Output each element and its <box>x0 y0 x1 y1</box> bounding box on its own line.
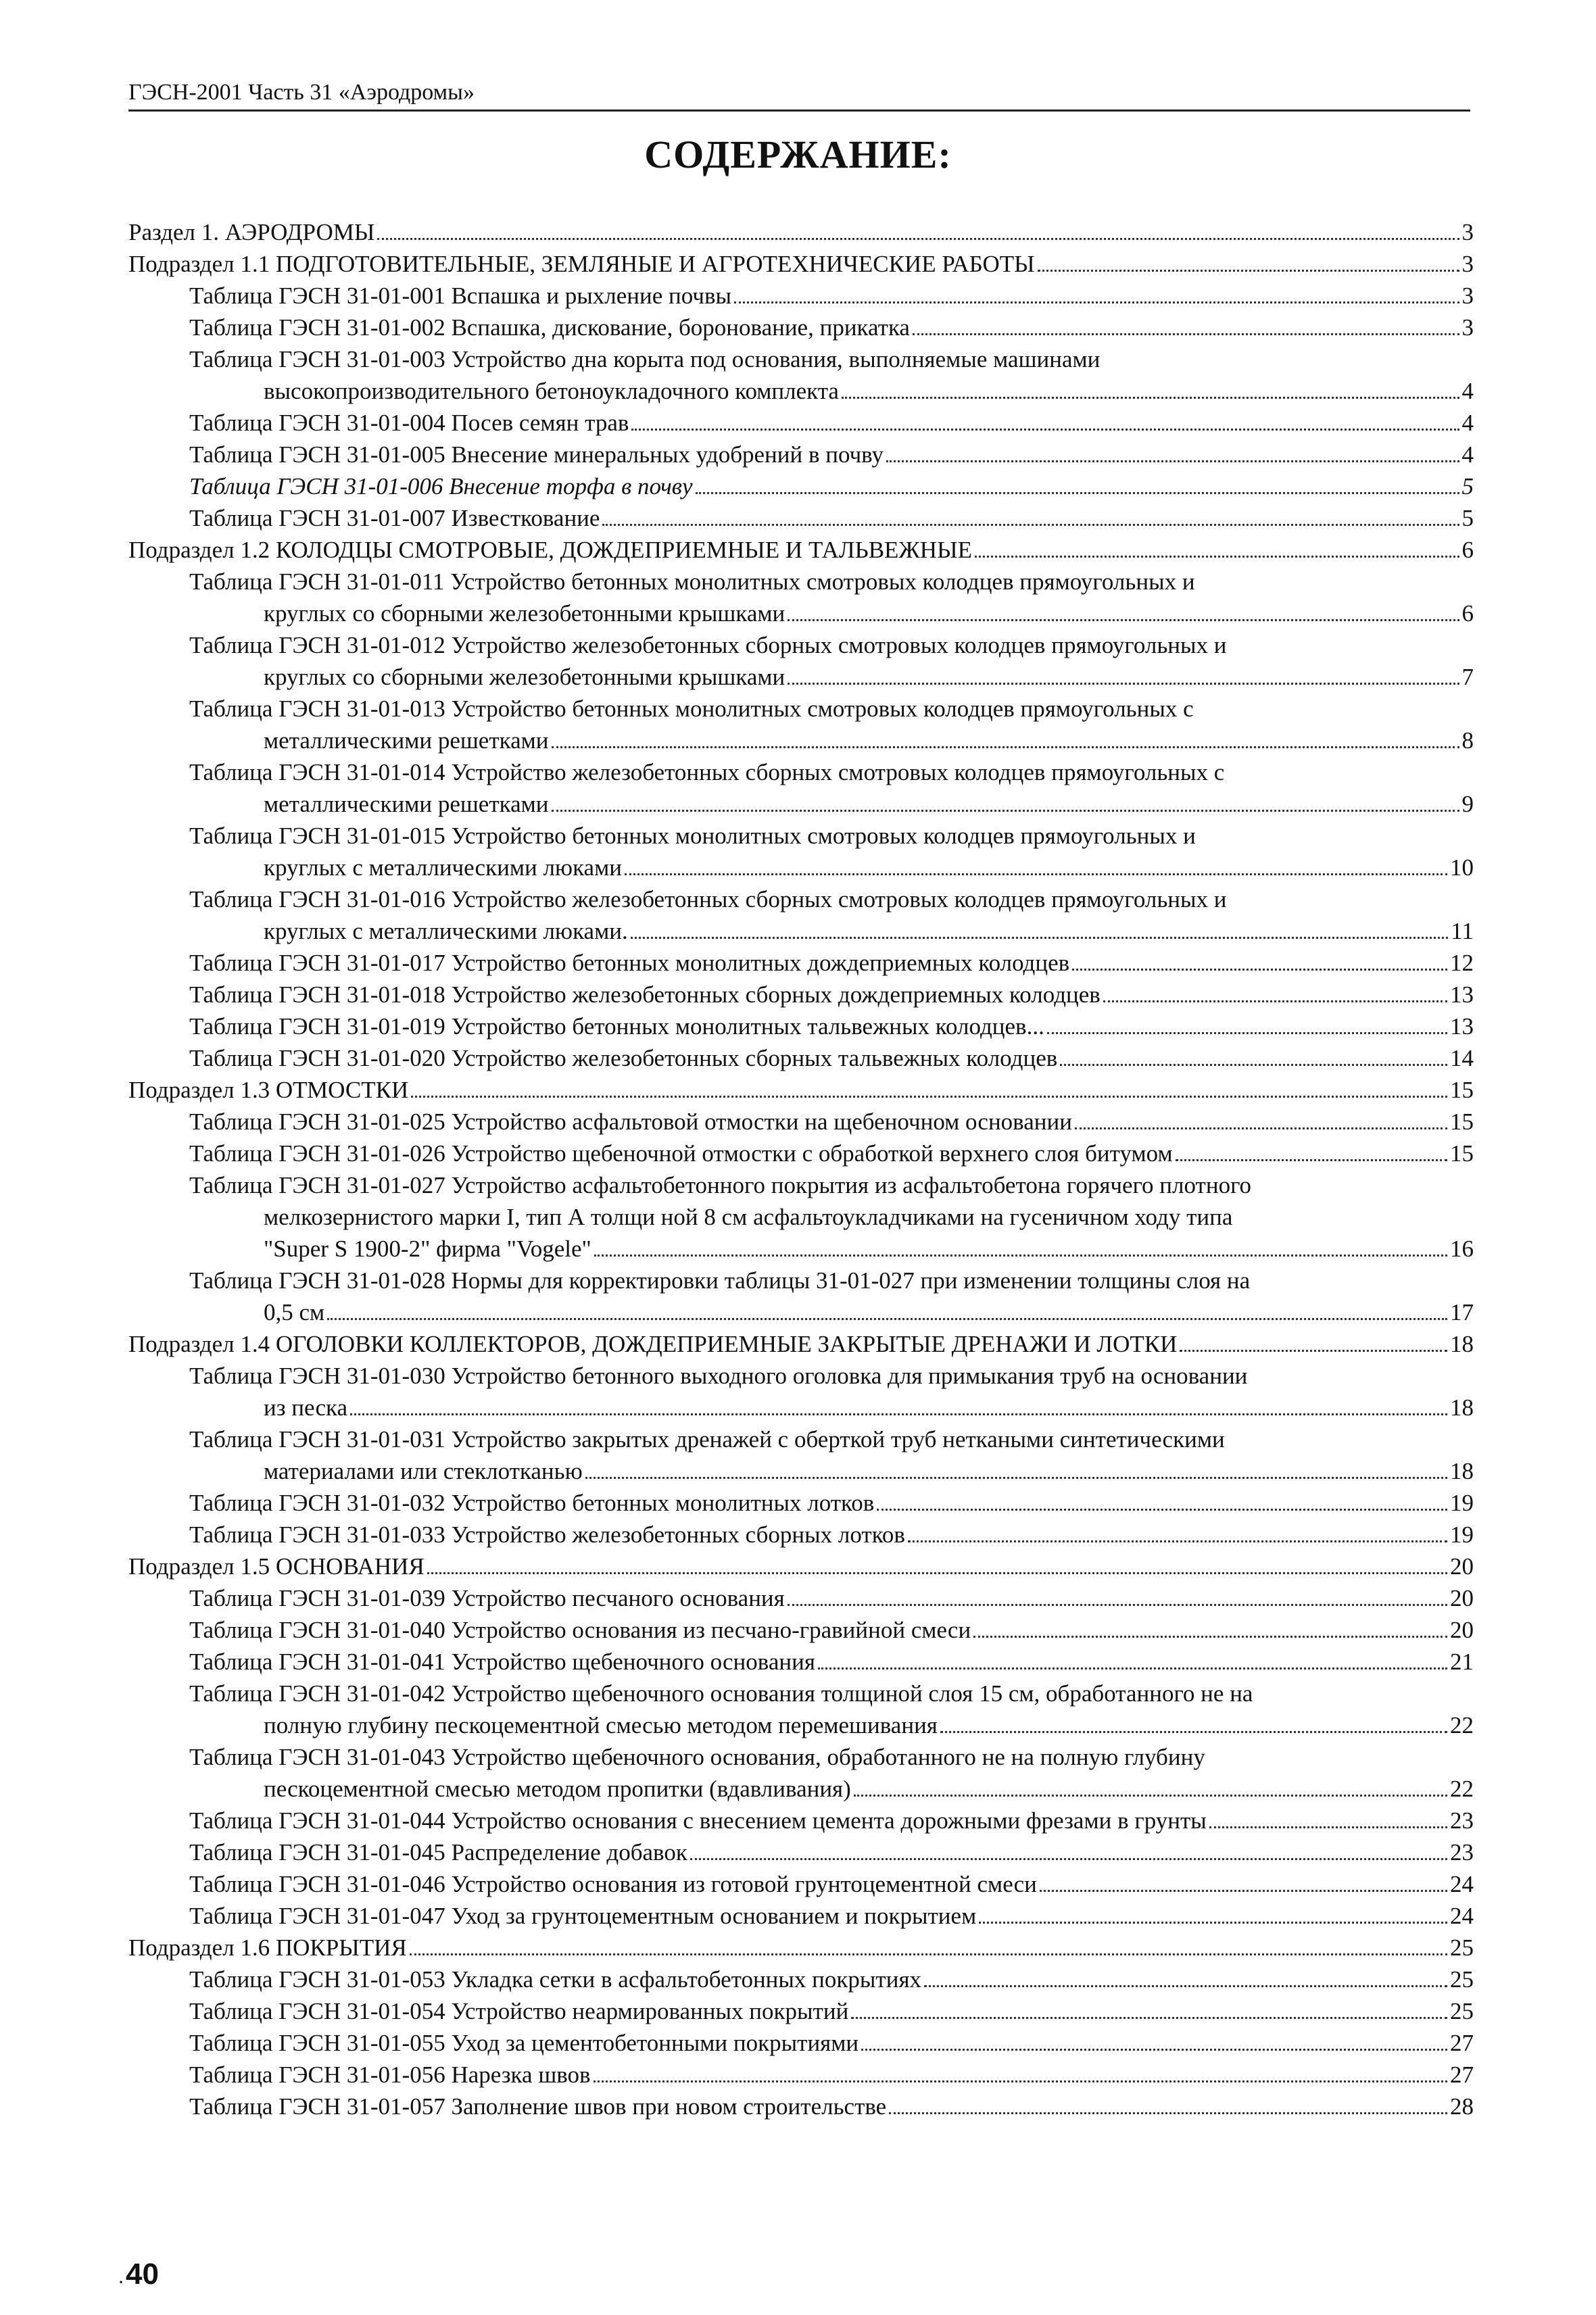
leader-dots <box>1060 1064 1447 1066</box>
toc-page-number: 25 <box>1450 1934 1474 1961</box>
toc-table-entry <box>128 1614 1474 1646</box>
toc-entry-text: из песка <box>264 1394 347 1421</box>
leader-dots <box>854 1795 1447 1797</box>
toc-page-number: 9 <box>1461 791 1474 817</box>
toc-page-number: 6 <box>1461 600 1474 627</box>
toc-entry-text: материалами или стеклотканью <box>264 1458 583 1484</box>
toc-table-entry <box>128 947 1474 979</box>
toc-table-entry <box>128 629 1474 661</box>
toc-page-number: 21 <box>1450 1649 1474 1675</box>
toc-entry-text: Подраздел 1.1 ПОДГОТОВИТЕЛЬНЫЕ, ЗЕМЛЯНЫЕ И АГРОТЕХНИЧЕСКИЕ РАБОТЫ <box>128 251 1035 277</box>
toc-page-number: 15 <box>1450 1140 1474 1167</box>
leader-dots <box>1209 1826 1447 1828</box>
toc-entry-text: Таблица ГЭСН 31-01-019 Устройство бетонных монолитных тальвежных колодцев... <box>189 1013 1044 1040</box>
toc-entry-text: 0,5 см <box>264 1299 325 1325</box>
toc-table-entry <box>128 343 1474 375</box>
toc-table-entry <box>128 2091 1474 2122</box>
toc-subsection-entry <box>128 534 1474 566</box>
toc-entry-continuation <box>128 852 1474 883</box>
toc-page-number: 4 <box>1461 410 1474 436</box>
toc-entry-text: Подраздел 1.2 КОЛОДЦЫ СМОТРОВЫЕ, ДОЖДЕПРИЕМНЫЕ И ТАЛЬВЕЖНЫЕ <box>128 537 972 563</box>
toc-table-entry <box>128 312 1474 343</box>
toc-page-number: 5 <box>1461 473 1474 499</box>
leader-dots <box>690 1858 1447 1860</box>
toc-entry-text: высокопроизводительного бетоноукладочного комплекта <box>264 378 839 404</box>
leader-dots <box>594 1254 1447 1257</box>
toc-entry-text: Таблица ГЭСН 31-01-043 Устройство щебеночного основания, обработанного не на полную глубину <box>189 1744 1205 1770</box>
leader-dots <box>427 1572 1447 1574</box>
toc-table-entry <box>128 439 1474 470</box>
toc-page-number: 4 <box>1461 441 1474 468</box>
toc-entry-text: Таблица ГЭСН 31-01-040 Устройство основания из песчано-гравийной смеси <box>189 1617 971 1643</box>
toc-page-number: 12 <box>1450 950 1474 976</box>
toc-entry-continuation <box>128 598 1474 629</box>
toc-page-number: 11 <box>1451 918 1474 944</box>
leader-dots <box>877 1509 1447 1511</box>
toc-table-entry <box>128 502 1474 534</box>
toc-entry-text: Таблица ГЭСН 31-01-054 Устройство неармированных покрытий <box>189 1998 849 2024</box>
toc-entry-text: Таблица ГЭСН 31-01-053 Укладка сетки в асфальтобетонных покрытиях <box>189 1966 922 1993</box>
toc-page-number: 8 <box>1461 727 1474 754</box>
leader-dots <box>979 1922 1447 1924</box>
toc-subsection-entry <box>128 248 1474 280</box>
toc-entry-continuation <box>128 788 1474 820</box>
toc-entry-text: Таблица ГЭСН 31-01-027 Устройство асфальтобетонного покрытия из асфальтобетона горячего плотного <box>189 1172 1252 1198</box>
leader-dots <box>1040 1890 1447 1892</box>
toc-table-entry <box>128 1995 1474 2027</box>
toc-entry-text: Таблица ГЭСН 31-01-020 Устройство железобетонных сборных тальвежных колодцев <box>189 1045 1058 1071</box>
toc-table-entry <box>128 1423 1474 1455</box>
toc-entry-text: Таблица ГЭСН 31-01-025 Устройство асфальтовой отмостки на щебеночном основании <box>189 1108 1072 1135</box>
leader-dots <box>734 301 1459 303</box>
toc-entry-text: Подраздел 1.6 ПОКРЫТИЯ <box>128 1934 407 1961</box>
leader-dots <box>788 683 1459 685</box>
toc-subsection-entry <box>128 1328 1474 1360</box>
toc-table-entry <box>128 1106 1474 1138</box>
toc-entry-text: Таблица ГЭСН 31-01-044 Устройство основания с внесением цемента дорожными фрезами в грунты <box>189 1807 1207 1834</box>
leader-dots <box>1072 969 1447 971</box>
toc-page-number: 15 <box>1450 1108 1474 1135</box>
toc-entry-text: Таблица ГЭСН 31-01-026 Устройство щебеночной отмостки с обработкой верхнего слоя битумом <box>189 1140 1173 1167</box>
toc-table-entry <box>128 2027 1474 2059</box>
leader-dots <box>411 1096 1447 1098</box>
toc-entry-text: Таблица ГЭСН 31-01-002 Вспашка, дискование, боронование, прикатка <box>189 314 910 341</box>
toc-entry-text: полную глубину пескоцементной смесью методом перемешивания <box>264 1712 938 1738</box>
toc-table-entry <box>128 1900 1474 1932</box>
toc-entry-text: Таблица ГЭСН 31-01-031 Устройство закрытых дренажей с оберткой труб неткаными синтетическими <box>189 1426 1225 1453</box>
leader-dots <box>908 1540 1447 1542</box>
leader-dots <box>924 1985 1447 1987</box>
toc-table-entry <box>128 1265 1474 1296</box>
toc-page-number: 14 <box>1450 1045 1474 1071</box>
toc-entry-continuation <box>128 725 1474 756</box>
leader-dots <box>842 397 1459 399</box>
toc-table-entry <box>128 1805 1474 1836</box>
toc-entry-text: Таблица ГЭСН 31-01-045 Распределение добавок <box>189 1839 687 1866</box>
leader-dots <box>851 2017 1447 2019</box>
toc-page-number: 19 <box>1450 1521 1474 1548</box>
leader-dots <box>631 937 1449 939</box>
toc-entry-continuation <box>128 915 1474 947</box>
toc-table-entry <box>128 1169 1474 1201</box>
leader-dots <box>788 619 1459 621</box>
toc-entry-text: Таблица ГЭСН 31-01-028 Нормы для корректировки таблицы 31-01-027 при изменении толщины слоя на <box>189 1267 1251 1294</box>
leader-dots <box>327 1318 1447 1320</box>
toc-entry-text: Таблица ГЭСН 31-01-018 Устройство железобетонных сборных дождеприемных колодцев <box>189 981 1101 1008</box>
toc-page-number: 23 <box>1450 1839 1474 1866</box>
leader-dots <box>552 746 1459 748</box>
leader-dots <box>585 1477 1447 1479</box>
page-title: СОДЕРЖАНИЕ: <box>644 132 952 176</box>
toc-page-number: 3 <box>1461 314 1474 341</box>
toc-entry-text: Раздел 1. АЭРОДРОМЫ <box>128 219 375 245</box>
toc-entry-continuation <box>128 1773 1474 1805</box>
toc-entry-text: Таблица ГЭСН 31-01-005 Внесение минеральных удобрений в почву <box>189 441 884 468</box>
toc-entry-continuation <box>128 661 1474 693</box>
leader-dots <box>602 524 1459 526</box>
toc-page-number: 16 <box>1450 1236 1474 1262</box>
toc-page-number: 19 <box>1450 1490 1474 1516</box>
toc-entry-text: Таблица ГЭСН 31-01-012 Устройство железобетонных сборных смотровых колодцев прямоугольных и <box>189 632 1227 658</box>
toc-table-entry <box>128 1741 1474 1773</box>
leader-dots <box>861 2049 1447 2051</box>
toc-table-entry <box>128 470 1474 502</box>
leader-dots <box>788 1604 1447 1606</box>
toc-table-entry <box>128 280 1474 312</box>
toc-page-number: 3 <box>1461 283 1474 309</box>
toc-page-number: 13 <box>1450 1013 1474 1040</box>
toc-page-number: 27 <box>1450 2030 1474 2056</box>
toc-entry-text: Таблица ГЭСН 31-01-041 Устройство щебеночного основания <box>189 1649 815 1675</box>
toc-entry-text: Таблица ГЭСН 31-01-014 Устройство железобетонных сборных смотровых колодцев прямоугольных с <box>189 759 1225 785</box>
toc-table-entry <box>128 756 1474 788</box>
leader-dots <box>818 1667 1447 1670</box>
toc-page-number: 15 <box>1450 1077 1474 1103</box>
toc-entry-text: Таблица ГЭСН 31-01-006 Внесение торфа в почву <box>189 473 693 499</box>
toc-table-entry <box>128 566 1474 598</box>
toc-page-number: 22 <box>1450 1712 1474 1738</box>
toc-entry-text: Таблица ГЭСН 31-01-056 Нарезка швов <box>189 2062 591 2088</box>
toc-page-number: 22 <box>1450 1776 1474 1802</box>
toc-page-number: 24 <box>1450 1871 1474 1897</box>
toc-entry-text: Таблица ГЭСН 31-01-003 Устройство дна корыта под основания, выполняемые машинами <box>189 346 1101 372</box>
running-header: ГЭСН-2001 Часть 31 «Аэродромы» <box>128 80 1470 112</box>
toc-page-number: 20 <box>1450 1585 1474 1611</box>
toc-entry-text: Таблица ГЭСН 31-01-011 Устройство бетонных монолитных смотровых колодцев прямоугольных и <box>189 568 1195 595</box>
toc-entry-text: металлическими решетками <box>264 727 549 754</box>
toc-entry-text: Таблица ГЭСН 31-01-039 Устройство песчаного основания <box>189 1585 785 1611</box>
toc-table-entry <box>128 1010 1474 1042</box>
toc-page-number: 17 <box>1450 1299 1474 1325</box>
toc-page-number: 18 <box>1450 1331 1474 1357</box>
toc-table-entry <box>128 1678 1474 1709</box>
leader-dots <box>552 810 1459 812</box>
toc-page-number: 28 <box>1450 2093 1474 2120</box>
toc-entry-text: Таблица ГЭСН 31-01-013 Устройство бетонных монолитных смотровых колодцев прямоугольных с <box>189 696 1194 722</box>
toc-table-entry <box>128 693 1474 725</box>
toc-page-number: 13 <box>1450 981 1474 1008</box>
toc-table-entry <box>128 883 1474 915</box>
toc-table-entry <box>128 2059 1474 2091</box>
leader-dots <box>1180 1350 1447 1352</box>
toc-table-entry <box>128 820 1474 852</box>
leader-dots <box>1075 1127 1447 1129</box>
toc-section-entry <box>128 216 1474 248</box>
page-number: 40 <box>126 2258 159 2291</box>
toc-entry-text: Таблица ГЭСН 31-01-057 Заполнение швов при новом строительстве <box>189 2093 887 2120</box>
toc-entry-text: "Super S 1900-2" фирма "Vogele" <box>264 1236 591 1262</box>
toc-entry-text: Таблица ГЭСН 31-01-033 Устройство железобетонных сборных лотков <box>189 1521 905 1548</box>
toc-page-number: 7 <box>1461 664 1474 690</box>
toc-entry-text: Подраздел 1.5 ОСНОВАНИЯ <box>128 1553 425 1580</box>
toc-entry-text: Таблица ГЭСН 31-01-015 Устройство бетонных монолитных смотровых колодцев прямоугольных и <box>189 823 1196 849</box>
leader-dots <box>594 2080 1447 2082</box>
leader-dots <box>973 1636 1447 1638</box>
leader-dots <box>889 2112 1447 2114</box>
toc-entry-text: Таблица ГЭСН 31-01-004 Посев семян трав <box>189 410 629 436</box>
toc-entry-continuation <box>128 1455 1474 1487</box>
toc-entry-text: Таблица ГЭСН 31-01-007 Известкование <box>189 505 600 531</box>
toc-page-number: 20 <box>1450 1553 1474 1580</box>
toc-table-entry <box>128 979 1474 1010</box>
toc-entry-text: круглых со сборными железобетонными крышками <box>264 600 785 627</box>
toc-page-number: 20 <box>1450 1617 1474 1643</box>
toc-table-entry <box>128 1964 1474 1995</box>
toc-page-number: 10 <box>1450 854 1474 881</box>
leader-dots <box>940 1731 1447 1733</box>
leader-dots <box>1038 270 1459 272</box>
leader-dots <box>975 556 1459 558</box>
leader-dots <box>377 238 1459 240</box>
toc-page-number: 23 <box>1450 1807 1474 1834</box>
leader-dots <box>1176 1159 1447 1161</box>
toc-table-entry <box>128 1138 1474 1169</box>
toc-entry-text: металлическими решетками <box>264 791 549 817</box>
table-of-contents <box>128 216 1474 2122</box>
toc-entry-continuation <box>128 1296 1474 1328</box>
toc-entry-continuation <box>128 1233 1474 1265</box>
toc-entry-continuation <box>128 1201 1474 1233</box>
toc-entry-text: мелкозернистого марки I, тип А толщи ной 8 см асфальтоукладчиками на гусеничном ходу типа <box>264 1204 1233 1230</box>
toc-page-number: 18 <box>1450 1394 1474 1421</box>
toc-subsection-entry <box>128 1551 1474 1582</box>
toc-entry-continuation <box>128 1709 1474 1741</box>
toc-entry-text: Таблица ГЭСН 31-01-032 Устройство бетонных монолитных лотков <box>189 1490 875 1516</box>
toc-entry-text: Таблица ГЭСН 31-01-042 Устройство щебеночного основания толщиной слоя 15 см, обработанного не на <box>189 1680 1253 1707</box>
toc-entry-text: Таблица ГЭСН 31-01-046 Устройство основания из готовой грунтоцементной смеси <box>189 1871 1037 1897</box>
toc-page-number: 4 <box>1461 378 1474 404</box>
toc-entry-text: Подраздел 1.4 ОГОЛОВКИ КОЛЛЕКТОРОВ, ДОЖДЕПРИЕМНЫЕ ЗАКРЫТЫЕ ДРЕНАЖИ И ЛОТКИ <box>128 1331 1178 1357</box>
toc-page-number: 24 <box>1450 1903 1474 1929</box>
toc-table-entry <box>128 1487 1474 1519</box>
leader-dots <box>350 1413 1447 1415</box>
leader-dots <box>913 333 1459 335</box>
toc-entry-text: Таблица ГЭСН 31-01-017 Устройство бетонных монолитных дождеприемных колодцев <box>189 950 1070 976</box>
leader-dots <box>625 873 1447 875</box>
toc-table-entry <box>128 1582 1474 1614</box>
toc-subsection-entry <box>128 1074 1474 1106</box>
toc-entry-text: Таблица ГЭСН 31-01-047 Уход за грунтоцементным основанием и покрытием <box>189 1903 977 1929</box>
toc-entry-text: круглых со сборными железобетонными крышками <box>264 664 785 690</box>
leader-dots <box>1103 1000 1447 1002</box>
margin-mark: · <box>118 2271 124 2293</box>
leader-dots <box>886 460 1459 462</box>
toc-table-entry <box>128 1868 1474 1900</box>
toc-page-number: 3 <box>1461 219 1474 245</box>
leader-dots <box>410 1953 1447 1955</box>
toc-table-entry <box>128 1042 1474 1074</box>
toc-entry-text: Таблица ГЭСН 31-01-055 Уход за цементобетонными покрытиями <box>189 2030 859 2056</box>
toc-page-number: 6 <box>1461 537 1474 563</box>
toc-page-number: 25 <box>1450 1998 1474 2024</box>
leader-dots <box>1047 1032 1447 1034</box>
toc-table-entry <box>128 407 1474 439</box>
toc-subsection-entry <box>128 1932 1474 1964</box>
toc-table-entry <box>128 1360 1474 1392</box>
toc-page-number: 3 <box>1461 251 1474 277</box>
toc-entry-text: пескоцементной смесью методом пропитки (вдавливания) <box>264 1776 851 1802</box>
leader-dots <box>631 429 1459 431</box>
toc-entry-text: Таблица ГЭСН 31-01-030 Устройство бетонного выходного оголовка для примыкания труб на основании <box>189 1363 1248 1389</box>
toc-entry-text: Подраздел 1.3 ОТМОСТКИ <box>128 1077 409 1103</box>
toc-page-number: 27 <box>1450 2062 1474 2088</box>
toc-entry-text: Таблица ГЭСН 31-01-016 Устройство железобетонных сборных смотровых колодцев прямоугольных и <box>189 886 1227 912</box>
toc-entry-text: круглых с металлическими люками. <box>264 918 628 944</box>
leader-dots <box>696 492 1459 494</box>
toc-page-number: 5 <box>1461 505 1474 531</box>
toc-table-entry <box>128 1646 1474 1678</box>
toc-page-number: 18 <box>1450 1458 1474 1484</box>
toc-page-number: 25 <box>1450 1966 1474 1993</box>
toc-table-entry <box>128 1836 1474 1868</box>
toc-entry-continuation <box>128 1392 1474 1423</box>
toc-entry-continuation <box>128 375 1474 407</box>
toc-entry-text: круглых с металлическими люками <box>264 854 622 881</box>
toc-entry-text: Таблица ГЭСН 31-01-001 Вспашка и рыхление почвы <box>189 283 732 309</box>
toc-table-entry <box>128 1519 1474 1551</box>
